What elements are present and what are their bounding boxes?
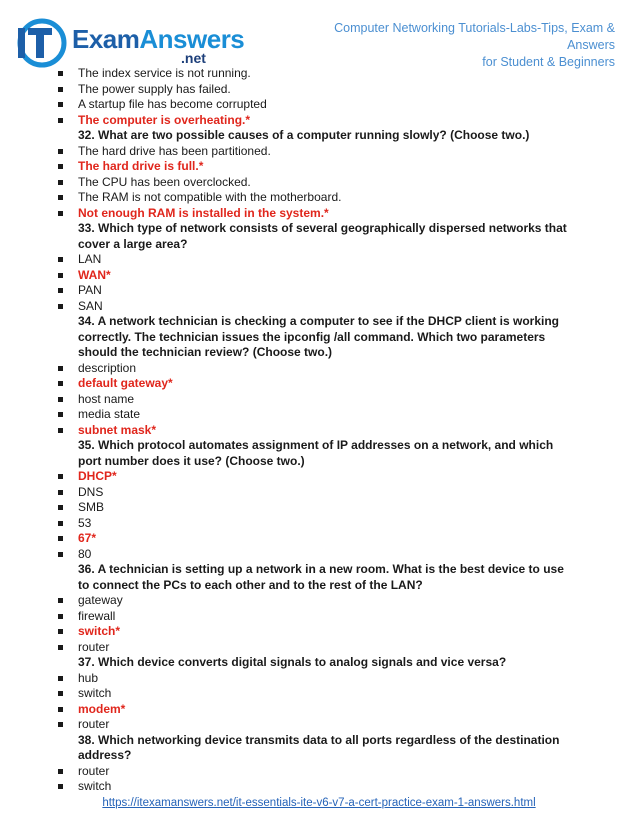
square-bullet-icon [58,304,63,309]
option-text: description [78,360,137,375]
question-text: 37. Which device converts digital signals to analog signals and vice versa? [78,655,507,669]
square-bullet-icon [58,614,63,619]
correct-answer-option [58,624,578,640]
correct-answer-option [58,159,578,175]
square-bullet-icon [58,629,63,634]
question-text: 35. Which protocol automates assignment of IP addresses on a network, and which port number does it use? (Choose two.) [78,438,554,468]
answer-option [58,547,578,563]
option-text: gateway [78,593,123,607]
answer-option [58,516,578,532]
option-text: router [78,717,110,731]
option-text: router [78,639,110,654]
answer-option [58,175,578,191]
option-text: DHCP* [78,469,117,483]
square-bullet-icon [58,769,63,774]
square-bullet-icon [58,381,63,386]
answer-option [58,609,578,625]
correct-answer-option [58,376,578,392]
answer-option [58,500,578,516]
question-text: 32. What are two possible causes of a computer running slowly? (Choose two.) [78,128,530,142]
option-text: switch [78,779,112,793]
option-text: SAN [78,298,103,313]
option-text: The hard drive has been partitioned. [78,143,271,158]
answer-option [58,283,578,299]
option-text: default gateway* [78,376,173,390]
option-text: SMB [78,500,105,514]
square-bullet-icon [58,118,63,123]
square-bullet-icon [58,257,63,262]
site-logo[interactable] [16,18,245,68]
correct-answer-option [58,531,578,547]
square-bullet-icon [58,691,63,696]
square-bullet-icon [58,102,63,107]
answer-option [58,779,578,795]
option-text: PAN [78,283,102,297]
answer-option [58,361,578,377]
correct-answer-option [58,702,578,718]
square-bullet-icon [58,598,63,603]
tagline-line-1: Computer Networking Tutorials-Labs-Tips, Exam & Answers [334,21,615,52]
square-bullet-icon [58,149,63,154]
answer-option [58,764,578,780]
question-text: 34. A network technician is checking a computer to see if the DHCP client is working correctly. The technician issues the ipconfig /all command. Which two parameters should the technician review? (Choose two.) [78,314,560,359]
question-text: 36. A technician is setting up a network in a new room. What is the best device to use to connect the PCs to each other and to the rest of the LAN? [78,562,564,592]
answer-option [58,717,578,733]
square-bullet-icon [58,273,63,278]
it-examanswers-logo-icon [16,18,70,68]
page-footer [0,797,638,809]
square-bullet-icon [58,164,63,169]
square-bullet-icon [58,366,63,371]
answer-option [58,407,578,423]
answer-option [58,593,578,609]
square-bullet-icon [58,521,63,526]
option-text: subnet mask* [78,422,157,437]
option-text: DNS [78,484,104,499]
option-text: media state [78,407,141,421]
option-text: Not enough RAM is installed in the system.* [78,205,329,220]
square-bullet-icon [58,71,63,76]
answer-option [58,82,578,98]
square-bullet-icon [58,211,63,216]
option-text: 53 [78,515,92,530]
question-text: 38. Which networking device transmits data to all ports regardless of the destination address? [78,732,560,762]
answer-option [58,144,578,160]
square-bullet-icon [58,536,63,541]
square-bullet-icon [58,397,63,402]
answer-option [58,252,578,268]
answer-option [58,299,578,315]
correct-answer-option [58,268,578,284]
question-text: 33. Which type of network consists of several geographically dispersed networks that cover a large area? [78,221,567,251]
option-text: The power supply has failed. [78,81,231,96]
answer-option [58,485,578,501]
option-text: The index service is not running. [78,66,251,80]
square-bullet-icon [58,474,63,479]
option-text: The RAM is not compatible with the motherboard. [78,190,342,204]
option-text: A startup file has become corrupted [78,97,267,111]
option-text: modem* [78,701,126,716]
square-bullet-icon [58,505,63,510]
option-text: The hard drive is full.* [78,159,204,173]
answer-option [58,671,578,687]
tagline-line-2: for Student & Beginners [482,55,615,69]
correct-answer-option [58,423,578,439]
option-text: LAN [78,252,102,266]
option-text: switch* [78,624,121,638]
answer-option [58,97,578,113]
option-text: hub [78,670,99,685]
square-bullet-icon [58,195,63,200]
square-bullet-icon [58,707,63,712]
square-bullet-icon [58,490,63,495]
option-text: The CPU has been overclocked. [78,174,251,189]
option-text: router [78,763,110,778]
square-bullet-icon [58,87,63,92]
option-text: host name [78,391,135,406]
answer-option [58,66,578,82]
answer-option [58,190,578,206]
qa-content [58,66,578,795]
option-text: WAN* [78,267,111,282]
correct-answer-option [58,206,578,222]
answer-option [58,392,578,408]
logo-suffix: .net [181,50,206,66]
option-text: 67* [78,531,97,545]
square-bullet-icon [58,428,63,433]
option-text: 80 [78,546,92,561]
square-bullet-icon [58,784,63,789]
square-bullet-icon [58,722,63,727]
square-bullet-icon [58,180,63,185]
option-text: The computer is overheating.* [78,112,251,127]
square-bullet-icon [58,552,63,557]
square-bullet-icon [58,288,63,293]
site-tagline [285,20,615,71]
answer-option [58,686,578,702]
option-text: switch [78,686,112,700]
source-url-link[interactable]: https://itexamanswers.net/it-essentials-ite-v6-v7-a-cert-practice-exam-1-answers.html [102,797,536,809]
correct-answer-option [58,113,578,129]
square-bullet-icon [58,645,63,650]
logo-brand-text: ExamAnswers [72,24,245,54]
square-bullet-icon [58,412,63,417]
square-bullet-icon [58,676,63,681]
answer-option [58,640,578,656]
option-text: firewall [78,608,116,623]
correct-answer-option [58,469,578,485]
